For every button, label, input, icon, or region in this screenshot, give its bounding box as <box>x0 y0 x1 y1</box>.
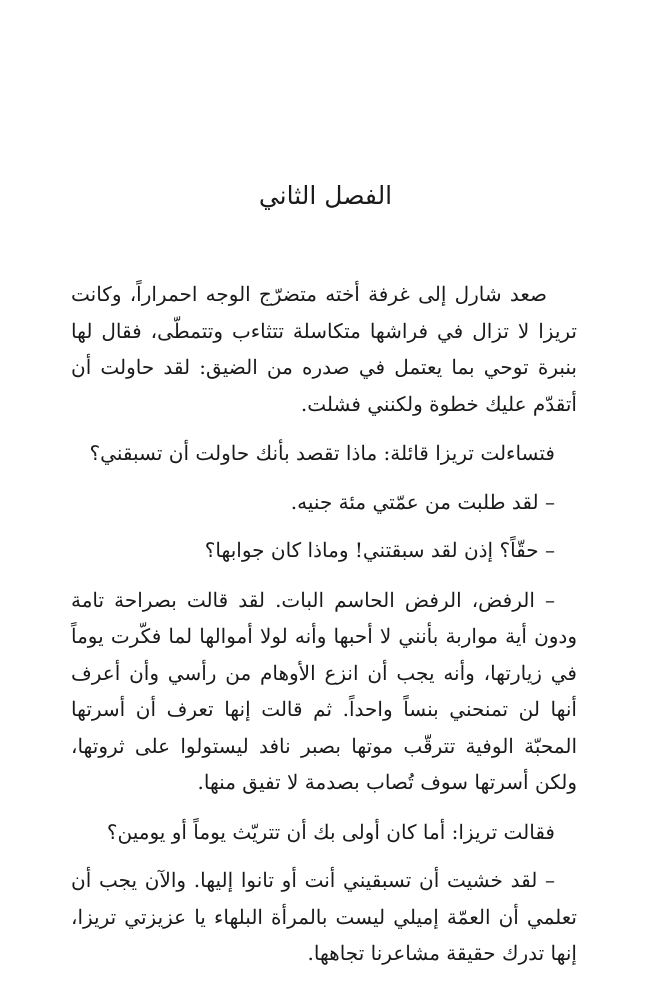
dialogue-line: – الرفض، الرفض الحاسم البات. لقد قالت بصراحة تامة ودون أية مواربة بأنني لا أحبها وأنه لولا أموالها لما فكّرت يوماً في زيارتها، وأنه يجب أن انزع الأوهام من رأسي وأن أعرف أنها لن تمنحني بنساً واحداً. ثم قالت إنها تعرف أن أسرتها المحبّة الوفية تترقّب موتها بصبر نافد ليستولوا على ثروتها، ولكن أسرتها سوف تُصاب بصدمة لا تفيق منها. <box>71 587 577 794</box>
dialogue-line: – لقد طلبت من عمّتي مئة جنيه. <box>290 489 555 514</box>
paragraph: صعد شارل إلى غرفة أخته متضرّج الوجه احمراراً، وكانت تريزا لا تزال في فراشها متكاسلة تتثاءب وتتمطّى، فقال لها بنبرة توحي بما يعتمل في صدره من الضيق: لقد حاولت أن أتقدّم عليك خطوة ولكنني فشلت. <box>71 282 577 416</box>
chapter-body <box>71 276 577 972</box>
dialogue-line: – لقد خشيت أن تسبقيني أنت أو تانوا إليها. والآن يجب أن تعلمي أن العمّة إميلي ليست بالمرأة البلهاء يا عزيزتي تريزا، إنها تدرك حقيقة مشاعرنا تجاهها. <box>71 868 577 965</box>
paragraph: فتساءلت تريزا قائلة: ماذا تقصد بأنك حاولت أن تسبقني؟ <box>89 441 555 465</box>
dialogue-line: – حقّاً؟ إذن لقد سبقتني! وماذا كان جوابها؟ <box>204 538 555 562</box>
paragraph: فقالت تريزا: أما كان أولى بك أن تتريّث يوماً أو يومين؟ <box>106 819 555 844</box>
chapter-title: الفصل الثاني <box>258 181 393 210</box>
